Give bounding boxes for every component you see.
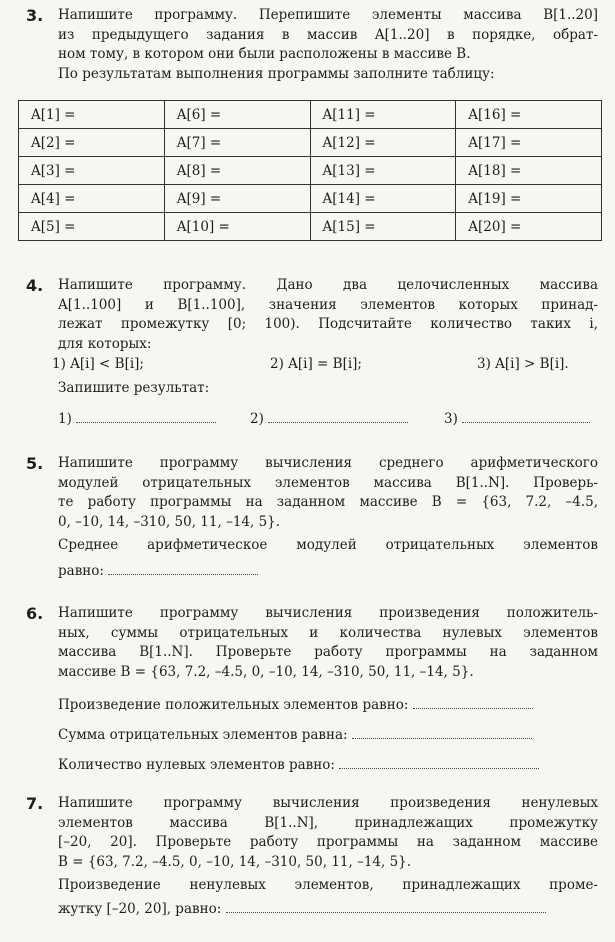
table-cell[interactable]: A[7] = [164, 129, 310, 157]
table-cell[interactable]: A[15] = [310, 213, 456, 241]
table-cell[interactable]: A[16] = [456, 101, 602, 129]
answer-blank[interactable] [76, 410, 216, 423]
answer-field[interactable] [58, 756, 539, 773]
table-cell[interactable]: A[20] = [456, 213, 602, 241]
table-cell[interactable]: A[13] = [310, 157, 456, 185]
text-line: модулей отрицательных элементов массива B[1..N]. Проверь- [58, 474, 598, 491]
answer-blank[interactable] [339, 756, 539, 769]
condition: 1) A[i] < B[i]; [52, 356, 144, 372]
answer-table [18, 100, 602, 241]
condition: 2) A[i] = B[i]; [270, 356, 362, 372]
answer-blank[interactable] [268, 410, 408, 423]
answer-label: равно: [58, 562, 104, 579]
answer-field[interactable] [250, 410, 408, 427]
text-line: B = {63, 7.2, –4.5, 0, –10, 14, –310, 50, 11, –14, 5}. [58, 853, 412, 870]
text-line: лежат промежутку [0; 100). Подсчитайте количество таких i, [58, 316, 598, 332]
table-cell[interactable]: A[3] = [19, 157, 165, 185]
task-text [58, 604, 598, 682]
task-text [58, 6, 598, 84]
task-text [58, 454, 598, 581]
text-line: Напишите программу. Перепишите элементы массива B[1..20] [58, 7, 598, 23]
text-line: для которых: [58, 335, 152, 352]
text-line: [–20, 20]. Проверьте работу программы на заданном массиве [58, 834, 598, 850]
task-text [58, 276, 598, 354]
answer-label: Произведение положительных элементов равно: [58, 697, 409, 713]
condition: 3) A[i] > B[i]. [477, 356, 569, 372]
answer-field[interactable] [58, 562, 598, 582]
table-cell[interactable]: A[18] = [456, 157, 602, 185]
text-line: ных, суммы отрицательных и количества нулевых элементов [58, 624, 598, 641]
text-line: элементов массива B[1..N], принадлежащих промежутку [58, 814, 598, 831]
table-cell[interactable]: A[4] = [19, 185, 165, 213]
table-row [19, 157, 602, 185]
answer-label: 3) [444, 411, 458, 427]
text-line: Напишите программу вычисления среднего арифметического [58, 455, 598, 471]
table-row [19, 101, 602, 129]
table-row [19, 185, 602, 213]
task-text [58, 794, 598, 919]
text-line: массиве B = {63, 7.2, –4.5, 0, –10, 14, –310, 50, 11, –14, 5}. [58, 663, 474, 680]
task-number: 6. [26, 604, 44, 623]
answer-field[interactable] [444, 410, 590, 427]
table-cell[interactable]: A[14] = [310, 185, 456, 213]
text-line: 0, –10, 14, –310, 50, 11, –14, 5}. [58, 513, 281, 530]
answer-label: 2) [250, 411, 264, 427]
answer-field[interactable] [58, 410, 216, 427]
answer-blank[interactable] [462, 410, 590, 423]
text-line: те работу программы на заданном массиве B = {63, 7.2, –4.5, [58, 494, 598, 510]
table-cell[interactable]: A[5] = [19, 213, 165, 241]
text-line: из предыдущего задания в массив A[1..20] в порядке, обрат- [58, 26, 598, 43]
answer-label: жутку [–20, 20], равно: [58, 900, 222, 917]
table-cell[interactable]: A[1] = [19, 101, 165, 129]
task-number: 3. [26, 6, 44, 25]
table-cell[interactable]: A[10] = [164, 213, 310, 241]
text-line: Напишите программу вычисления произведения ненулевых [58, 795, 598, 811]
table-cell[interactable]: A[9] = [164, 185, 310, 213]
text-line: ном тому, в котором они были расположены в массиве B. [58, 46, 471, 62]
table-cell[interactable]: A[17] = [456, 129, 602, 157]
text-line: Напишите программу. Дано два целочисленных массива [58, 277, 598, 293]
answer-field[interactable] [58, 696, 533, 713]
answer-label: Сумма отрицательных элементов равна: [58, 727, 348, 743]
task-number: 7. [26, 794, 44, 813]
answer-text: Среднее арифметическое модулей отрицательных элементов [58, 537, 598, 553]
text-line: Напишите программу вычисления произведения положитель- [58, 605, 598, 621]
answer-label: Количество нулевых элементов равно: [58, 757, 335, 773]
record-label: Запишите результат: [58, 380, 210, 396]
table-cell[interactable]: A[12] = [310, 129, 456, 157]
answer-blank[interactable] [413, 696, 533, 709]
table-cell[interactable]: A[2] = [19, 129, 165, 157]
table-cell[interactable]: A[6] = [164, 101, 310, 129]
text-line: По результатам выполнения программы заполните таблицу: [58, 65, 495, 82]
table-row [19, 213, 602, 241]
answer-text: Произведение ненулевых элементов, принадлежащих проме- [58, 877, 598, 893]
table-cell[interactable]: A[8] = [164, 157, 310, 185]
answer-field[interactable] [58, 900, 598, 920]
answer-blank[interactable] [352, 726, 532, 739]
table-row [19, 129, 602, 157]
table-cell[interactable]: A[19] = [456, 185, 602, 213]
table-cell[interactable]: A[11] = [310, 101, 456, 129]
text-line: массива B[1..N]. Проверьте работу программы на заданном [58, 644, 598, 660]
answer-blank[interactable] [108, 562, 258, 575]
answer-field[interactable] [58, 726, 532, 743]
answer-label: 1) [58, 411, 72, 427]
text-line: A[1..100] и B[1..100], значения элементов которых принад- [58, 296, 598, 313]
task-number: 4. [26, 276, 44, 295]
answer-blank[interactable] [226, 900, 546, 913]
task-number: 5. [26, 454, 44, 473]
